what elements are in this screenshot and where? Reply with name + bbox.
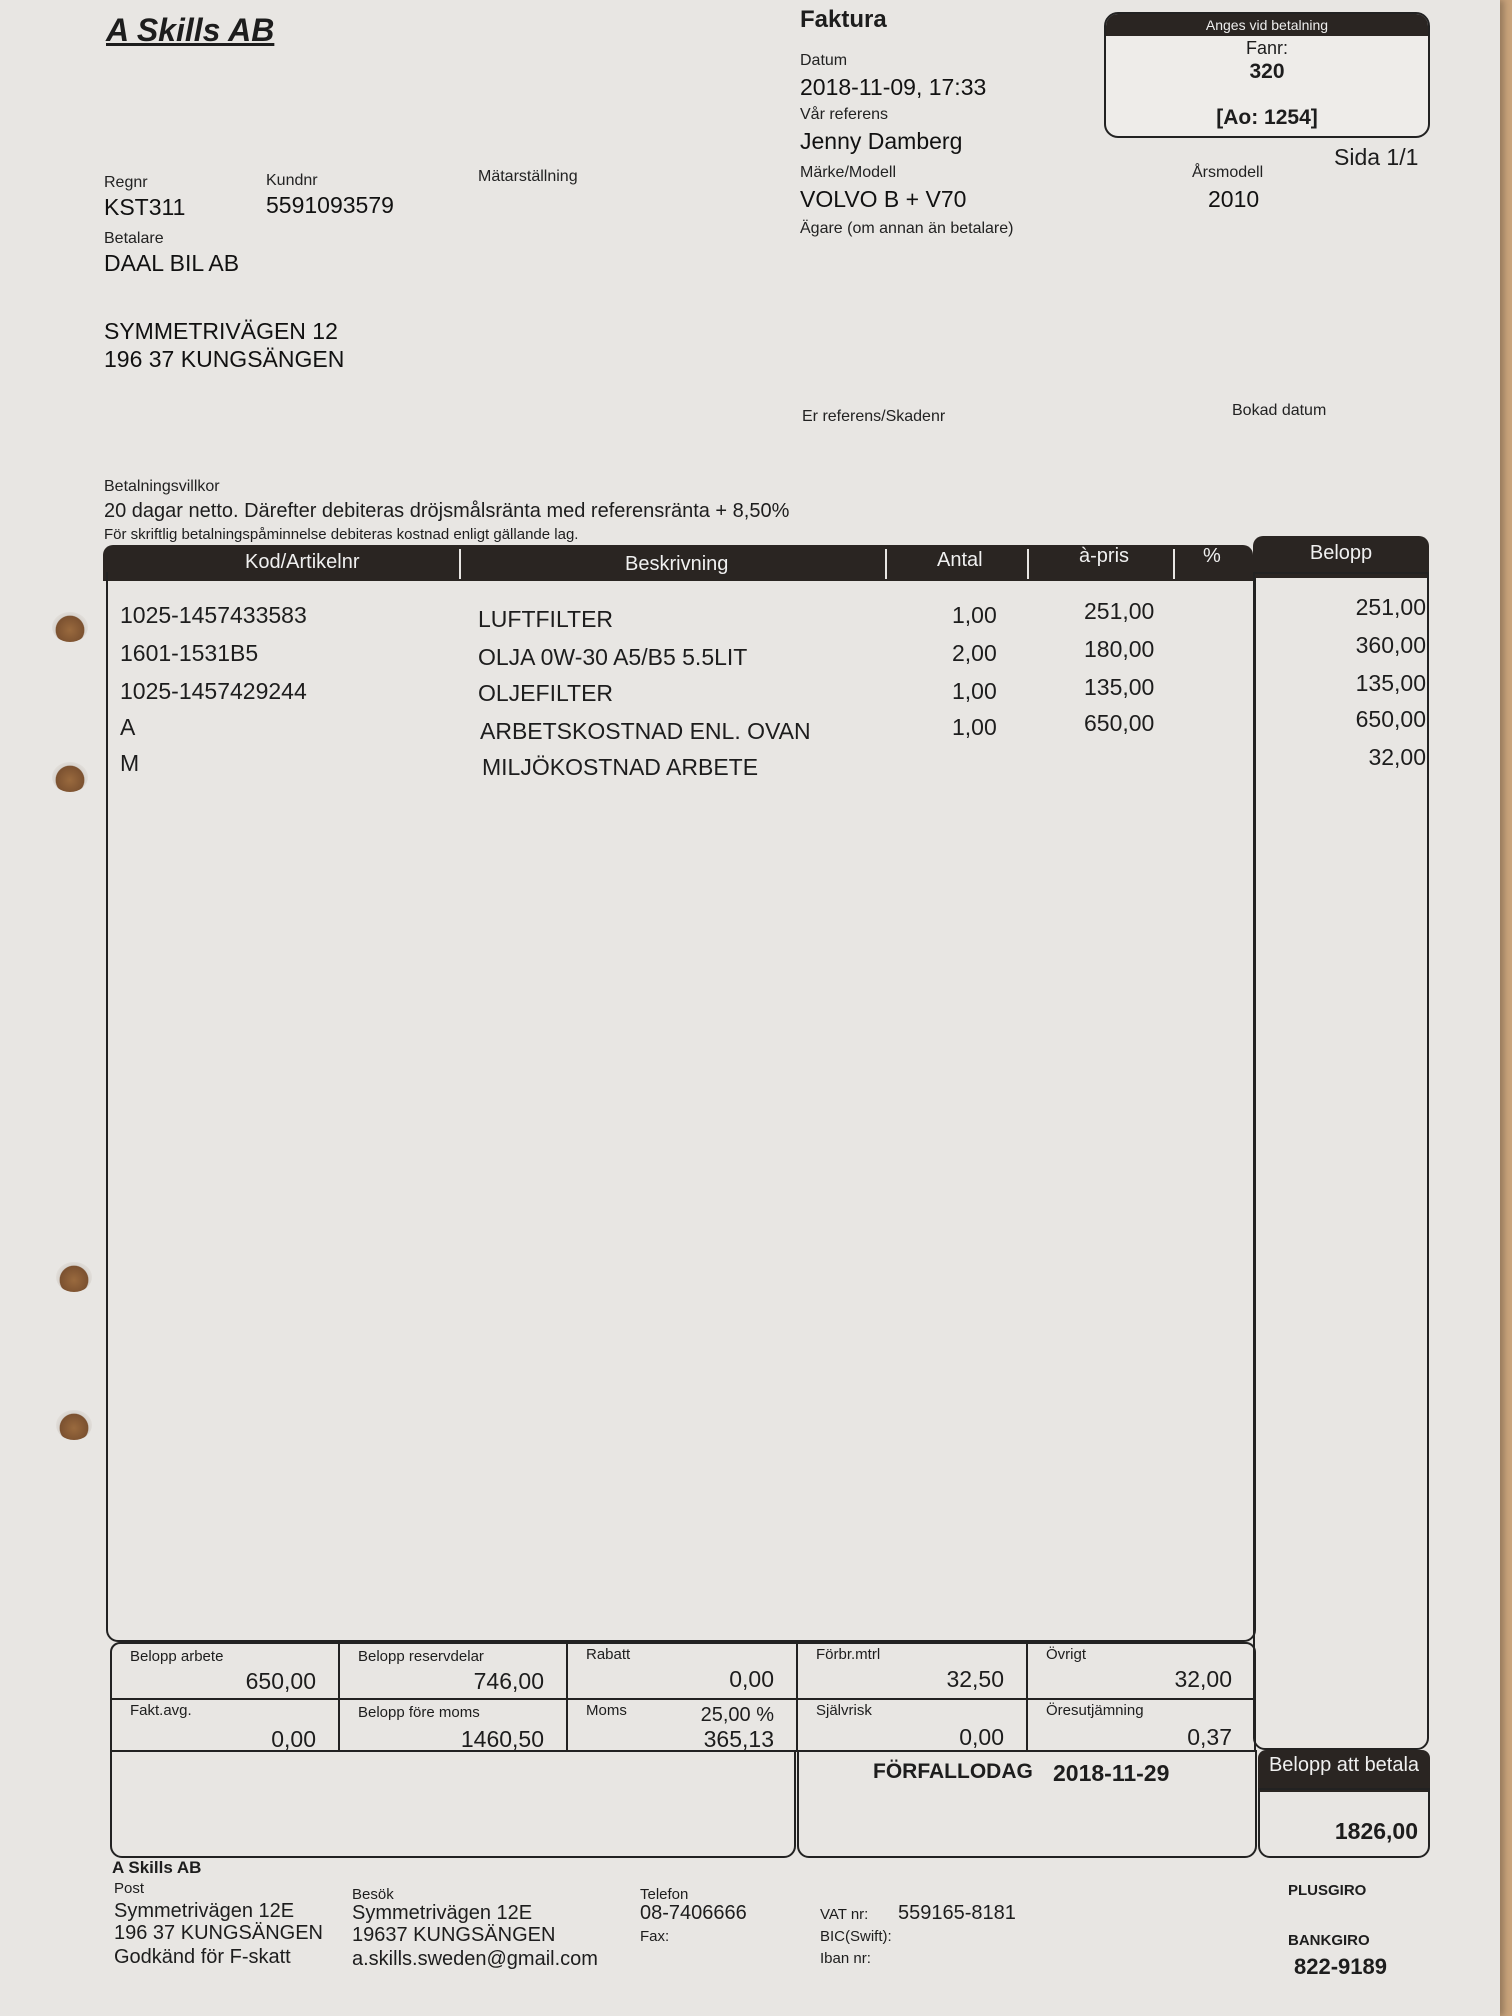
var-referens-value: Jenny Damberg (800, 128, 963, 154)
row-belopp: 650,00 (1355, 706, 1426, 732)
belopp-att-betala-label: Belopp att betala (1258, 1750, 1430, 1792)
regnr-value: KST311 (104, 194, 186, 220)
total-box (1258, 1788, 1430, 1858)
notes-box (110, 1750, 796, 1858)
agare-label: Ägare (om annan än betalare) (800, 220, 1014, 237)
row-belopp: 135,00 (1355, 670, 1426, 696)
marke-modell-value: VOLVO B + V70 (800, 186, 967, 212)
row-beskrivning: OLJA 0W-30 A5/B5 5.5LIT (478, 644, 748, 670)
footer-telefon-label: Telefon (640, 1886, 689, 1903)
moms-percent: 25,00 % (700, 1704, 774, 1726)
summary-grid (110, 1642, 1256, 1752)
sjalvrisk-value: 0,00 (959, 1724, 1004, 1750)
ovrigt-label: Övrigt (1046, 1646, 1087, 1663)
row-kod: M (120, 750, 140, 776)
rabatt-label: Rabatt (586, 1646, 631, 1663)
moms-label: Moms (586, 1702, 627, 1719)
footer-bic-label: BIC(Swift): (820, 1928, 892, 1945)
forfallodag-label: FÖRFALLODAG (873, 1760, 1033, 1783)
belopp-fore-moms-label: Belopp före moms (358, 1704, 480, 1721)
row-beskrivning: OLJEFILTER (478, 680, 614, 706)
moms-value: 365,13 (703, 1726, 774, 1752)
col-belopp: Belopp (1253, 536, 1429, 578)
footer-besok-street: Symmetrivägen 12E (352, 1902, 533, 1924)
payer-name: DAAL BIL AB (104, 250, 240, 276)
bokad-datum-label: Bokad datum (1232, 402, 1327, 419)
terms-line-2: För skriftlig betalningspåminnelse debiteras kostnad enligt gällande lag. (104, 526, 579, 543)
table-row (0, 744, 1512, 786)
faktavg-value: 0,00 (271, 1726, 316, 1752)
betalningsvillkor-label: Betalningsvillkor (104, 478, 220, 495)
total-amount: 1826,00 (1334, 1818, 1418, 1844)
footer-post-street: Symmetrivägen 12E (114, 1900, 295, 1922)
footer-plusgiro-label: PLUSGIRO (1288, 1882, 1367, 1899)
row-kod: 1025-1457429244 (120, 678, 307, 704)
belopp-arbete-value: 650,00 (245, 1668, 316, 1694)
footer-company: A Skills AB (112, 1858, 202, 1877)
footer-bankgiro: 822-9189 (1294, 1954, 1387, 1979)
arsmodell-value: 2010 (1208, 186, 1260, 212)
row-kod: A (120, 714, 136, 740)
var-referens-label: Vår referens (800, 106, 889, 123)
footer-bankgiro-label: BANKGIRO (1288, 1932, 1370, 1949)
faktavg-label: Fakt.avg. (130, 1702, 192, 1719)
row-belopp: 360,00 (1355, 632, 1426, 658)
col-kod: Kod/Artikelnr (245, 551, 360, 573)
document-type: Faktura (800, 6, 887, 33)
er-referens-label: Er referens/Skadenr (802, 408, 946, 425)
oresutjamning-label: Öresutjämning (1046, 1702, 1144, 1719)
fanr-label: Fanr: (1245, 38, 1288, 58)
belopp-reservdelar-label: Belopp reservdelar (358, 1648, 484, 1665)
col-procent: % (1203, 545, 1221, 567)
col-apris: à-pris (1079, 545, 1130, 567)
row-apris: 251,00 (1084, 598, 1155, 624)
payer-street: SYMMETRIVÄGEN 12 (104, 318, 338, 344)
row-apris: 135,00 (1084, 674, 1155, 700)
kundnr-label: Kundnr (266, 172, 318, 189)
datum-label: Datum (800, 52, 848, 69)
footer-besok-label: Besök (352, 1886, 394, 1903)
sjalvrisk-label: Självrisk (816, 1702, 872, 1719)
due-date-box (797, 1750, 1257, 1858)
oresutjamning-value: 0,37 (1187, 1724, 1232, 1750)
kundnr-value: 5591093579 (266, 192, 394, 218)
belopp-reservdelar-value: 746,00 (473, 1668, 544, 1694)
footer-telefon: 08-7406666 (640, 1902, 747, 1924)
terms-line-1: 20 dagar netto. Därefter debiteras dröjsmålsränta med referensränta + 8,50% (104, 500, 790, 522)
row-apris: 650,00 (1084, 710, 1155, 736)
forfallodag-value: 2018-11-29 (1053, 1760, 1170, 1786)
belopp-arbete-label: Belopp arbete (130, 1648, 224, 1665)
fanr-value: 320 (1249, 60, 1285, 83)
rabatt-value: 0,00 (729, 1666, 774, 1692)
row-belopp: 251,00 (1355, 594, 1426, 620)
page-number: Sida 1/1 (1334, 144, 1419, 170)
row-antal: 2,00 (952, 640, 997, 666)
punch-hole (56, 1262, 92, 1292)
table-row (0, 670, 1512, 714)
ovrigt-value: 32,00 (1174, 1666, 1232, 1692)
row-kod: 1025-1457433583 (120, 602, 307, 628)
row-apris: 180,00 (1084, 636, 1155, 662)
payment-box-title: Anges vid betalning (1106, 14, 1428, 36)
row-beskrivning: LUFTFILTER (478, 606, 614, 632)
footer-iban-label: Iban nr: (820, 1950, 871, 1967)
footer-vat-label: VAT nr: (820, 1906, 869, 1923)
ao-number: [Ao: 1254] (1216, 106, 1318, 129)
footer-email: a.skills.sweden@gmail.com (352, 1948, 598, 1970)
row-antal: 1,00 (952, 602, 997, 628)
col-beskrivning: Beskrivning (625, 553, 729, 575)
regnr-label: Regnr (104, 174, 148, 191)
table-row (0, 706, 1512, 750)
footer-fax-label: Fax: (640, 1928, 670, 1945)
matarstallning-label: Mätarställning (478, 168, 578, 185)
row-belopp: 32,00 (1368, 744, 1426, 770)
row-antal: 1,00 (952, 678, 997, 704)
footer-fskatt: Godkänd för F-skatt (114, 1946, 291, 1968)
forbr-mtrl-label: Förbr.mtrl (816, 1646, 881, 1663)
footer-vat: 559165-8181 (898, 1902, 1016, 1924)
col-antal: Antal (937, 549, 983, 571)
betalare-label: Betalare (104, 230, 164, 247)
company-logo-text: A Skills AB (106, 12, 275, 48)
marke-modell-label: Märke/Modell (800, 164, 897, 181)
table-row (0, 594, 1512, 638)
footer-besok-city: 19637 KUNGSÄNGEN (352, 1924, 556, 1946)
row-beskrivning: ARBETSKOSTNAD ENL. OVAN (480, 718, 811, 744)
footer-post-city: 196 37 KUNGSÄNGEN (114, 1922, 323, 1944)
arsmodell-label: Årsmodell (1192, 164, 1264, 181)
payment-reference-box (1104, 12, 1430, 138)
table-row (0, 632, 1512, 676)
punch-hole (56, 1410, 92, 1440)
datum-value: 2018-11-09, 17:33 (800, 74, 987, 100)
row-beskrivning: MILJÖKOSTNAD ARBETE (482, 754, 759, 780)
footer-post-label: Post (114, 1880, 145, 1897)
row-kod: 1601-1531B5 (120, 640, 259, 666)
belopp-fore-moms-value: 1460,50 (460, 1726, 544, 1752)
forbr-mtrl-value: 32,50 (946, 1666, 1004, 1692)
payer-city: 196 37 KUNGSÄNGEN (104, 346, 345, 372)
row-antal: 1,00 (952, 714, 997, 740)
